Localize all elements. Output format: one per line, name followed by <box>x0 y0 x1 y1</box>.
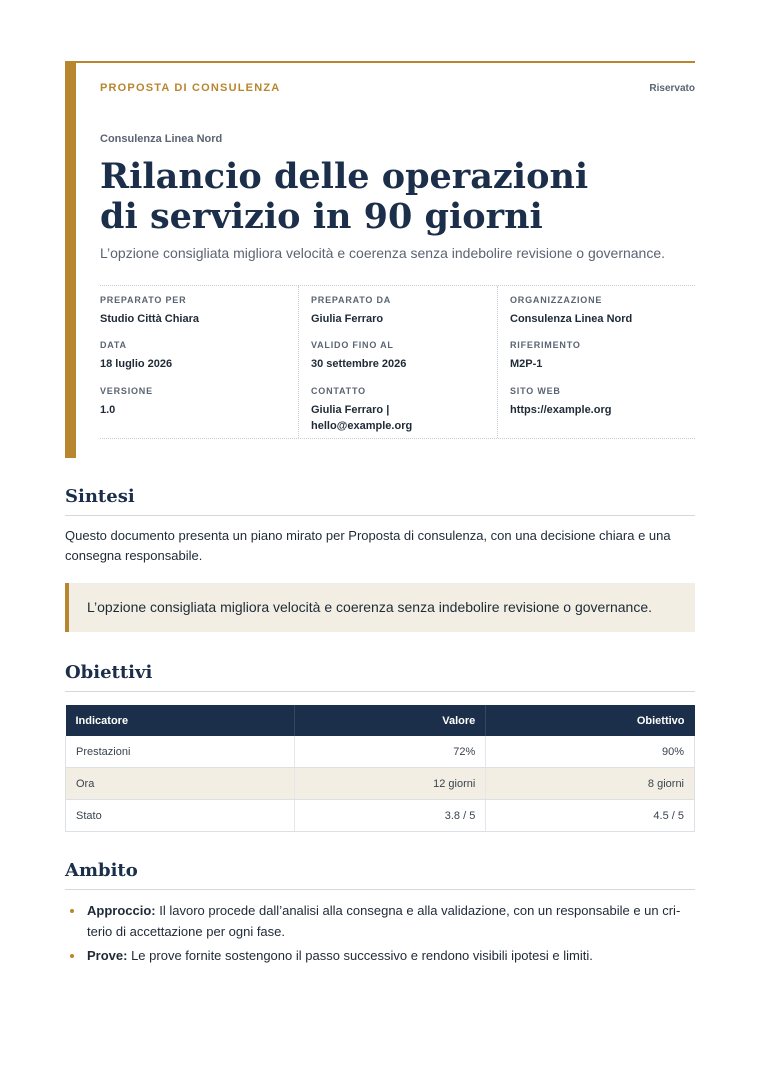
document-subtitle: L’opzione consigliata migliora velocità e coerenza senza indebolire revisione o governance. <box>100 245 666 261</box>
organization-name: Consulenza Linea Nord <box>100 133 223 145</box>
meta-date <box>100 340 172 372</box>
meta-organization <box>510 295 632 327</box>
list-item-text: Il lavoro procede dall’analisi alla consegna e alla validazione, con un responsabile e un cri- <box>155 903 681 918</box>
meta-value: 1.0 <box>100 404 116 416</box>
bullet-icon <box>70 954 74 958</box>
meta-label: PREPARATO DA <box>311 295 392 305</box>
meta-version <box>100 386 153 418</box>
table-row <box>66 736 695 768</box>
meta-label: VALIDO FINO AL <box>311 340 394 350</box>
meta-label: ORGANIZZAZIONE <box>510 295 603 305</box>
column-header-indicator: Indicatore <box>66 705 295 736</box>
contact-email[interactable]: hello@example.org <box>311 420 413 432</box>
meta-label: DATA <box>100 340 127 350</box>
meta-label: RIFERIMENTO <box>510 340 581 350</box>
meta-label: CONTATTO <box>311 386 366 396</box>
website-link[interactable]: https://example.org <box>510 404 612 416</box>
cover-block <box>65 61 695 458</box>
document-title <box>100 157 660 237</box>
table-cell: Ora <box>66 768 295 800</box>
list-item-text: Le prove fornite sostengono il passo successivo e rendono visibili ipotesi e limiti. <box>127 948 593 963</box>
cover-accent-bar <box>65 63 76 458</box>
table-cell: 90% <box>486 736 695 768</box>
metadata-column-3 <box>497 286 696 438</box>
metadata-column-2 <box>298 286 498 438</box>
metadata-column-1 <box>100 286 298 438</box>
meta-value: 30 settembre 2026 <box>311 358 407 370</box>
meta-value: Consulenza Linea Nord <box>510 313 633 325</box>
table-row <box>66 768 695 800</box>
list-item <box>65 900 695 942</box>
section-heading-summary: Sintesi <box>65 486 695 516</box>
meta-reference <box>510 340 581 372</box>
contact-name: Giulia Ferraro | <box>311 404 390 416</box>
meta-contact <box>311 386 412 434</box>
meta-value: Studio Città Chiara <box>100 313 200 325</box>
meta-label: PREPARATO PER <box>100 295 187 305</box>
metadata-grid <box>100 285 695 439</box>
meta-value <box>311 402 412 434</box>
confidential-label: Riservato <box>649 83 695 94</box>
scope-list <box>65 900 695 969</box>
table-cell: Stato <box>66 800 295 832</box>
column-header-target: Obiettivo <box>486 705 695 736</box>
meta-prepared-for <box>100 295 199 327</box>
table-cell: 8 giorni <box>486 768 695 800</box>
title-line-1: Rilancio delle operazioni <box>100 156 589 197</box>
meta-prepared-by <box>311 295 391 327</box>
document-kicker: PROPOSTA DI CONSULENZA <box>100 82 281 94</box>
table-cell: 3.8 / 5 <box>294 800 486 832</box>
section-heading-scope: Ambito <box>65 860 695 890</box>
callout-text: L’opzione consigliata migliora velocità e coerenza senza indebolire revisione o governance. <box>87 599 653 615</box>
list-item <box>65 945 695 966</box>
meta-valid-until <box>311 340 406 372</box>
objectives-table <box>65 705 695 832</box>
table-cell: 4.5 / 5 <box>486 800 695 832</box>
summary-paragraph: Questo documento presenta un piano mirato per Proposta di consulenza, con una decisione chiara e una consegna responsabile. <box>65 528 671 563</box>
list-item-text-continued: terio di accettazione per ogni fase. <box>87 924 286 939</box>
summary-callout <box>65 583 695 632</box>
meta-value: Giulia Ferraro <box>311 313 384 325</box>
section-heading-objectives: Obiettivi <box>65 662 695 692</box>
bullet-icon <box>70 909 74 913</box>
meta-value: 18 luglio 2026 <box>100 358 173 370</box>
meta-label: SITO WEB <box>510 386 561 396</box>
column-header-value: Valore <box>294 705 486 736</box>
list-item-lead: Prove: <box>87 948 128 963</box>
list-item-lead: Approccio: <box>87 903 156 918</box>
title-line-2: di servizio in 90 giorni <box>100 196 543 237</box>
table-row <box>66 800 695 832</box>
table-cell: 72% <box>294 736 486 768</box>
table-header-row <box>66 705 695 736</box>
meta-value: M2P-1 <box>510 358 543 370</box>
meta-label: VERSIONE <box>100 386 153 396</box>
table-cell: Prestazioni <box>66 736 295 768</box>
table-cell: 12 giorni <box>294 768 486 800</box>
meta-website <box>510 386 611 418</box>
